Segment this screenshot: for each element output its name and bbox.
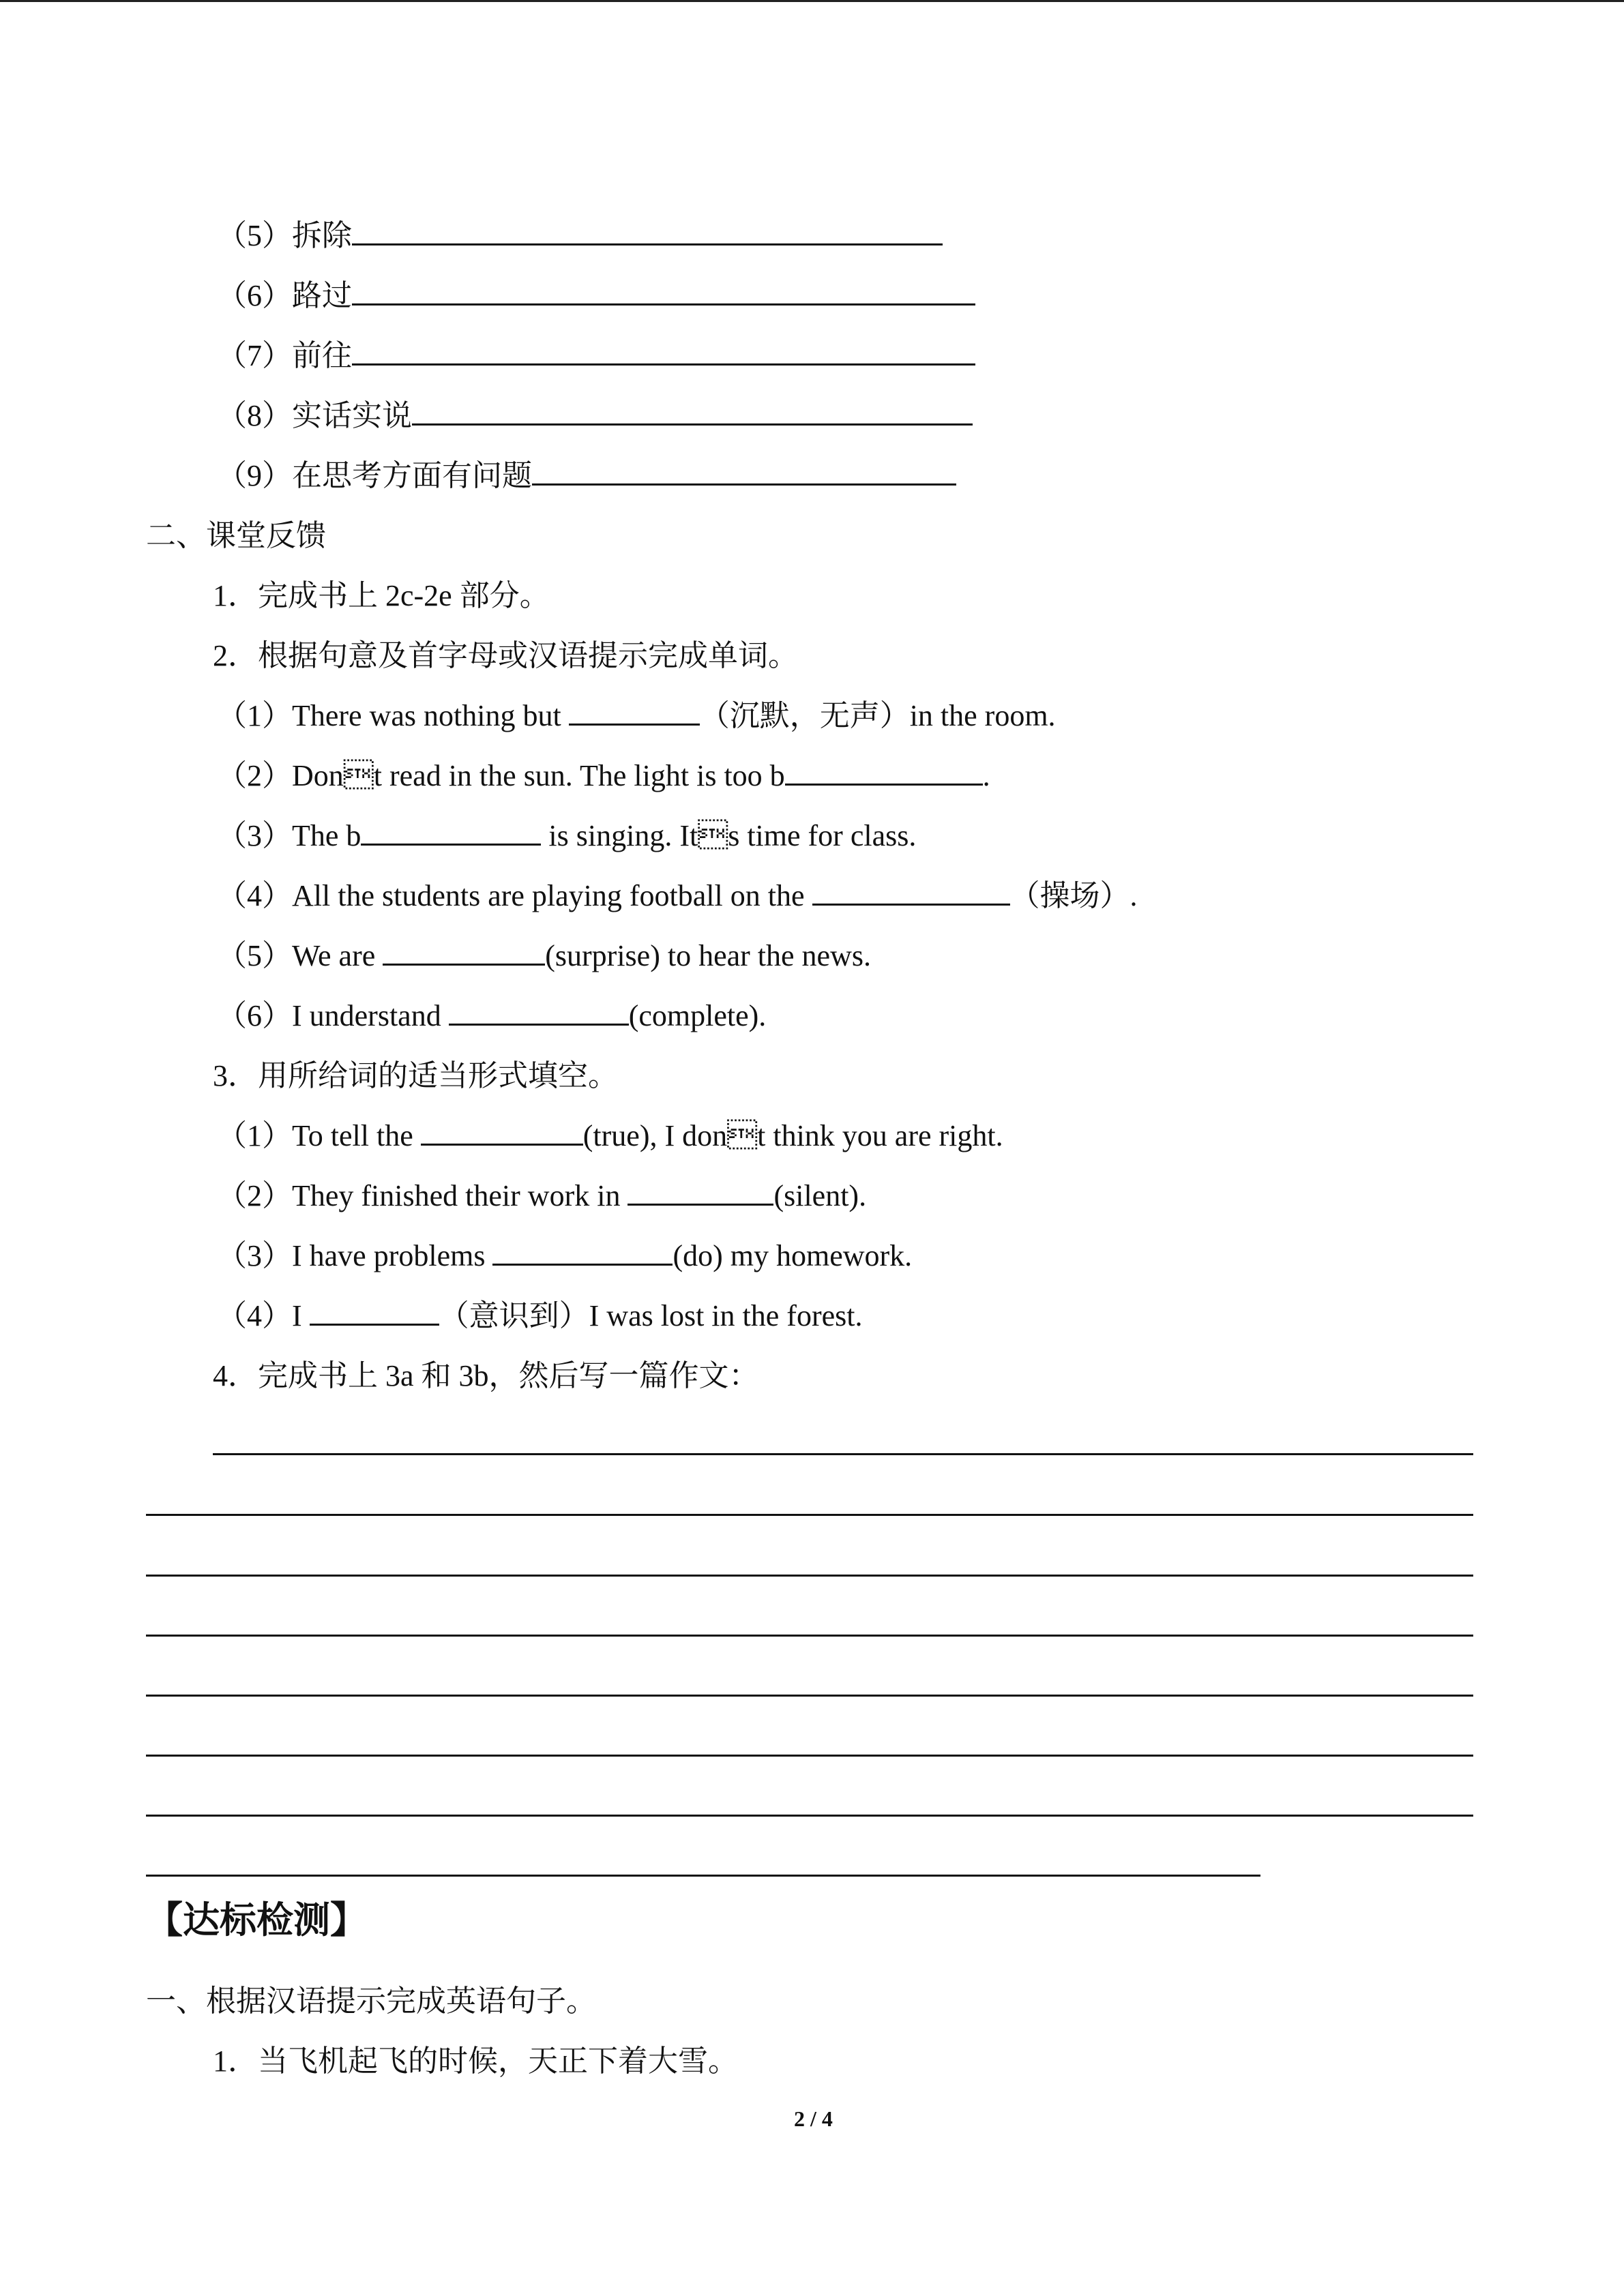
task-2-item-2: （2）Dont read in the sun. The light is too b .: [217, 756, 990, 796]
answer-blank[interactable]: [352, 336, 975, 366]
task-2-item-6: （6）I understand (complete).: [217, 996, 766, 1037]
answer-blank[interactable]: [310, 1296, 439, 1326]
task-3-item-2: （2）They finished their work in (silent).: [217, 1176, 866, 1217]
writing-line[interactable]: [146, 1635, 1473, 1637]
writing-line[interactable]: [146, 1815, 1473, 1817]
page-top-border: [0, 0, 1624, 2]
page-number: 2 / 4: [794, 2106, 833, 2131]
answer-blank[interactable]: [352, 216, 943, 245]
answer-blank[interactable]: [492, 1236, 673, 1266]
answer-blank[interactable]: [785, 756, 983, 786]
writing-line[interactable]: [146, 1575, 1473, 1577]
task-3-item-4: （4）I （意识到）I was lost in the forest.: [217, 1296, 862, 1337]
task-3-item-1: （1）To tell the (true), I dont think you are right.: [217, 1116, 1003, 1157]
task-2-item-4: （4）All the students are playing football on the （操场）.: [217, 876, 1138, 916]
vocab-item-5: （5）拆除: [217, 215, 943, 256]
task-2-title: 2．根据句意及首字母或汉语提示完成单词。: [213, 639, 798, 672]
answer-blank[interactable]: [532, 456, 956, 486]
writing-line[interactable]: [146, 1695, 1473, 1697]
answer-blank[interactable]: [628, 1176, 773, 1206]
vocab-item-7: （7）前往: [217, 336, 975, 376]
writing-line[interactable]: [146, 1514, 1473, 1516]
task-3-title: 3．用所给词的适当形式填空。: [213, 1059, 618, 1092]
task-2-item-1: （1）There was nothing but （沉默，无声）in the room.: [217, 696, 1056, 736]
vocab-item-9: （9）在思考方面有问题: [217, 456, 956, 496]
answer-blank[interactable]: [449, 996, 629, 1026]
answer-blank[interactable]: [361, 816, 541, 846]
task-4-title: 4．完成书上 3a 和 3b，然后写一篇作文：: [213, 1359, 759, 1392]
task-1: 1．完成书上 2c-2e 部分。: [213, 579, 550, 612]
answer-blank[interactable]: [569, 696, 700, 726]
vocab-item-8: （8）实话实说: [217, 396, 973, 436]
task-2-item-3: （3）The b is singing. Its time for class.: [217, 816, 916, 856]
test-heading: 【达标检测】: [146, 1898, 367, 1941]
answer-blank[interactable]: [412, 396, 973, 426]
writing-line[interactable]: [146, 1875, 1260, 1877]
writing-line[interactable]: [146, 1755, 1473, 1757]
vocab-item-6: （6）路过: [217, 275, 975, 316]
answer-blank[interactable]: [352, 276, 975, 305]
answer-blank[interactable]: [421, 1116, 583, 1146]
task-2-item-5: （5）We are (surprise) to hear the news.: [217, 936, 871, 976]
task-3-item-3: （3）I have problems (do) my homework.: [217, 1236, 912, 1277]
section-title: 二、课堂反馈: [146, 519, 326, 552]
test-question-1: 1．当飞机起飞的时候，天正下着大雪。: [213, 2044, 738, 2078]
writing-line[interactable]: [213, 1453, 1473, 1455]
answer-blank[interactable]: [383, 936, 545, 966]
test-part-1-title: 一、根据汉语提示完成英语句子。: [146, 1984, 596, 2018]
answer-blank[interactable]: [812, 876, 1010, 906]
